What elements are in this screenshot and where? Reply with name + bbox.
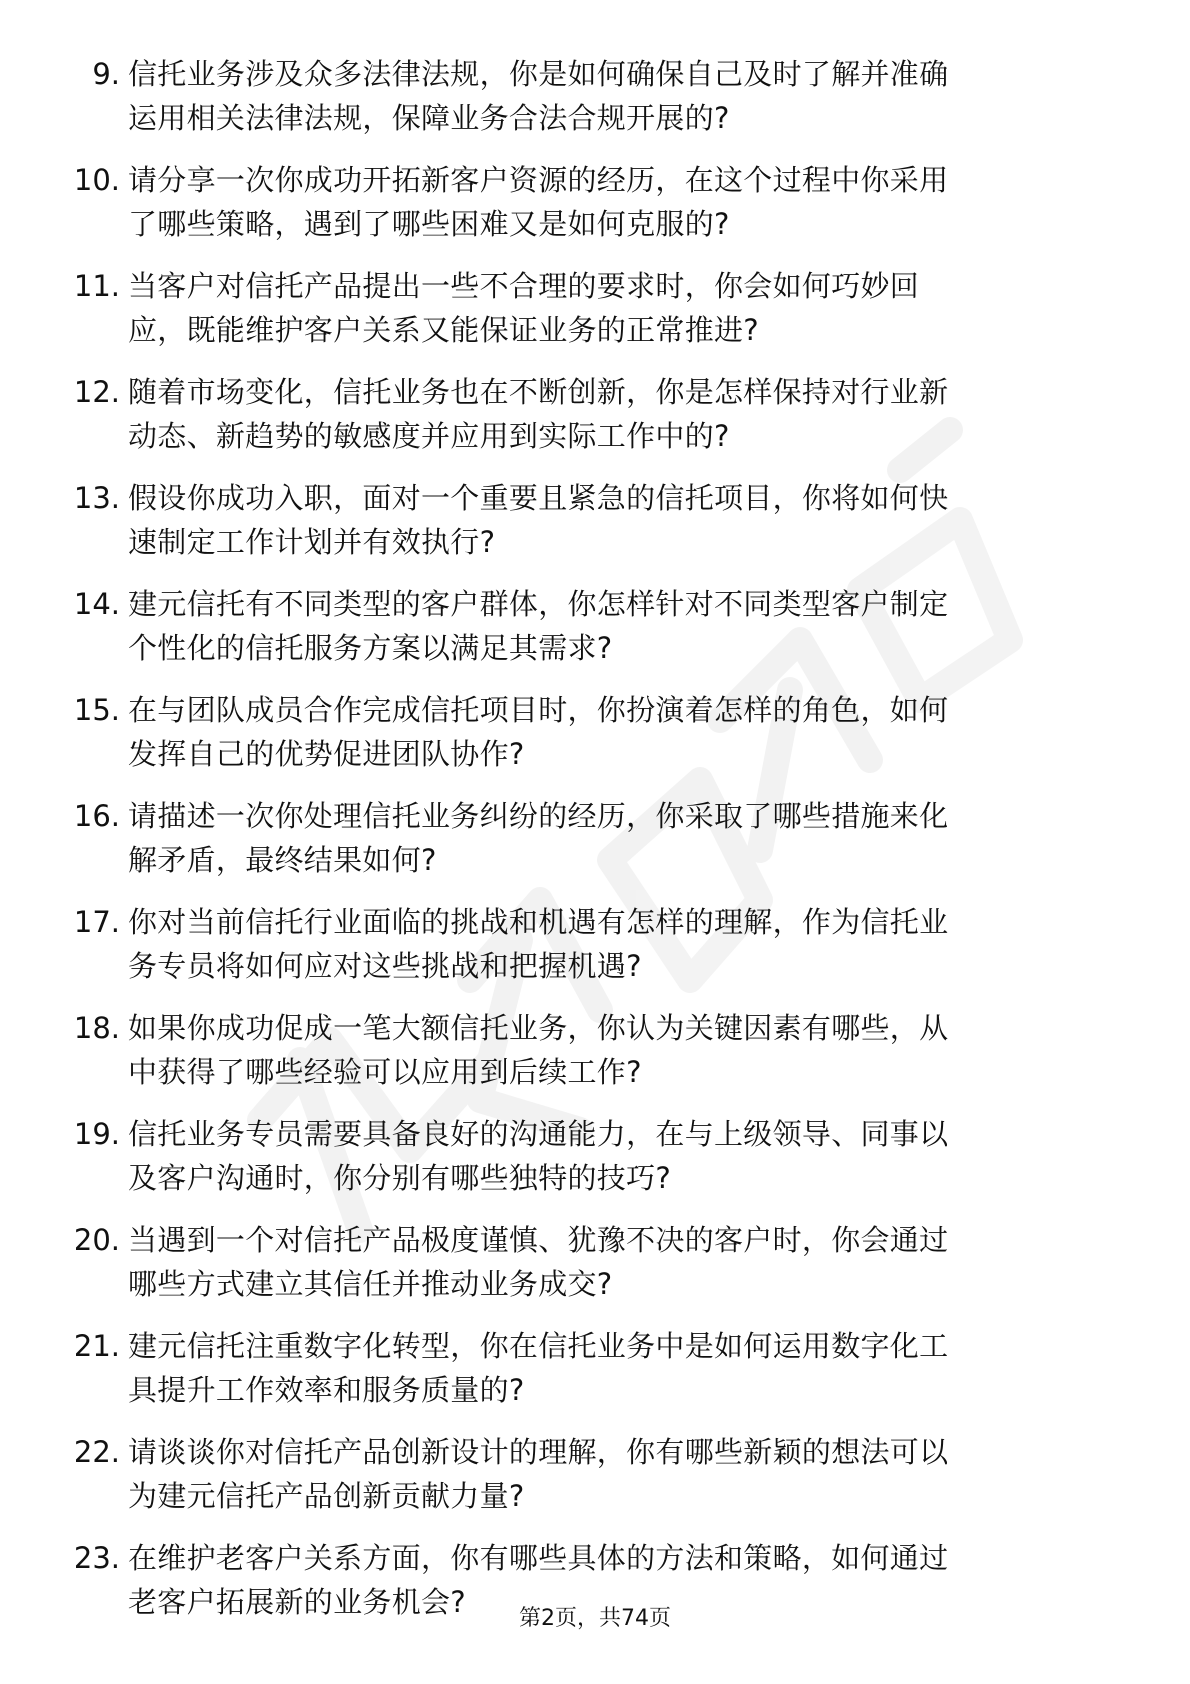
question-item — [0, 794, 1190, 900]
question-item — [0, 476, 1190, 582]
question-number: 11. — [73, 269, 120, 303]
question-list — [0, 52, 1190, 1642]
question-text: 请描述一次你处理信托业务纠纷的经历，你采取了哪些措施来化 解矛盾，最终结果如何? — [128, 799, 949, 877]
question-text: 信托业务涉及众多法律法规，你是如何确保自己及时了解并准确 运用相关法律法规，保障业务合法合规开展的? — [128, 57, 949, 135]
question-text: 假设你成功入职，面对一个重要且紧急的信托项目，你将如何快 速制定工作计划并有效执行? — [128, 481, 949, 559]
page-number: 第2页，共74页 — [519, 1606, 671, 1631]
question-number: 18. — [73, 1011, 120, 1045]
question-text: 在与团队成员合作完成信托项目时，你扮演着怎样的角色，如何 发挥自己的优势促进团队协作? — [128, 693, 949, 771]
question-item — [0, 582, 1190, 688]
question-number: 19. — [73, 1117, 120, 1151]
question-number: 17. — [73, 905, 120, 939]
question-text: 请谈谈你对信托产品创新设计的理解，你有哪些新颖的想法可以 为建元信托产品创新贡献力量? — [128, 1435, 949, 1513]
question-text: 建元信托注重数字化转型，你在信托业务中是如何运用数字化工 具提升工作效率和服务质量的? — [128, 1329, 949, 1407]
question-number: 12. — [73, 375, 120, 409]
question-item — [0, 1430, 1190, 1536]
question-text: 建元信托有不同类型的客户群体，你怎样针对不同类型客户制定 个性化的信托服务方案以满足其需求? — [128, 587, 949, 665]
question-item — [0, 1006, 1190, 1112]
question-item — [0, 52, 1190, 158]
question-text: 如果你成功促成一笔大额信托业务，你认为关键因素有哪些，从 中获得了哪些经验可以应用到后续工作? — [128, 1011, 949, 1089]
question-item — [0, 1324, 1190, 1430]
question-item — [0, 1218, 1190, 1324]
question-number: 21. — [73, 1329, 120, 1363]
question-item — [0, 688, 1190, 794]
question-text: 当遇到一个对信托产品极度谨慎、犹豫不决的客户时，你会通过 哪些方式建立其信任并推动业务成交? — [128, 1223, 949, 1301]
question-item — [0, 1112, 1190, 1218]
question-number: 9. — [92, 57, 120, 91]
question-number: 16. — [73, 799, 120, 833]
question-text: 当客户对信托产品提出一些不合理的要求时，你会如何巧妙回 应，既能维护客户关系又能保证业务的正常推进? — [128, 269, 920, 347]
question-text: 随着市场变化，信托业务也在不断创新，你是怎样保持对行业新 动态、新趋势的敏感度并应用到实际工作中的? — [128, 375, 949, 453]
question-number: 15. — [73, 693, 120, 727]
question-text: 信托业务专员需要具备良好的沟通能力，在与上级领导、同事以 及客户沟通时，你分别有哪些独特的技巧? — [128, 1117, 949, 1195]
question-item — [0, 370, 1190, 476]
question-number: 10. — [73, 163, 120, 197]
question-number: 22. — [73, 1435, 120, 1469]
question-item — [0, 900, 1190, 1006]
question-text: 请分享一次你成功开拓新客户资源的经历，在这个过程中你采用 了哪些策略，遇到了哪些困难又是如何克服的? — [128, 163, 949, 241]
question-number: 20. — [73, 1223, 120, 1257]
question-number: 14. — [73, 587, 120, 621]
question-number: 13. — [73, 481, 120, 515]
question-item — [0, 264, 1190, 370]
question-text: 在维护老客户关系方面，你有哪些具体的方法和策略，如何通过 老客户拓展新的业务机会? — [128, 1541, 949, 1619]
question-number: 23. — [73, 1541, 120, 1575]
question-text: 你对当前信托行业面临的挑战和机遇有怎样的理解，作为信托业 务专员将如何应对这些挑战和把握机遇? — [128, 905, 949, 983]
question-item — [0, 158, 1190, 264]
